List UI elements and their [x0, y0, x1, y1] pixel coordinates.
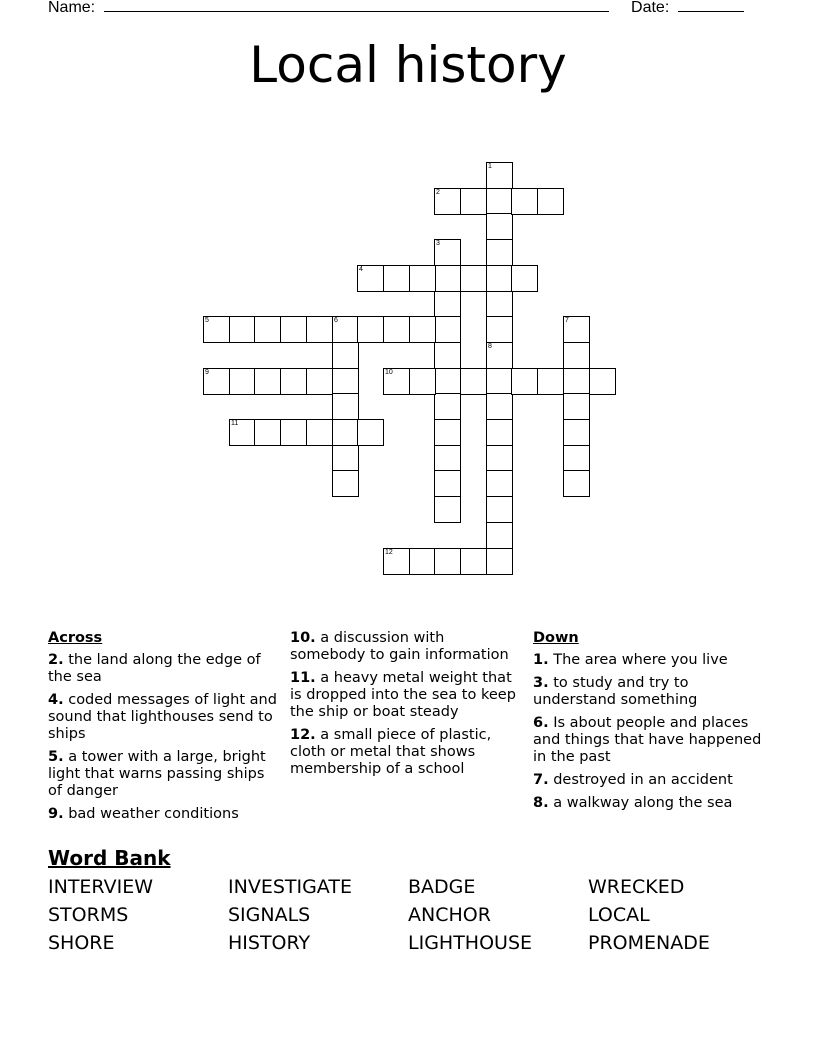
- grid-cell[interactable]: [357, 419, 384, 446]
- grid-cell[interactable]: [486, 188, 513, 215]
- clue-number: 10.: [290, 630, 316, 646]
- across-clue: [290, 630, 522, 664]
- grid-cell[interactable]: [486, 162, 513, 189]
- grid-cell[interactable]: [332, 316, 359, 343]
- grid-cell[interactable]: [434, 496, 461, 523]
- clue-number: 1.: [533, 652, 549, 668]
- grid-cell[interactable]: [306, 419, 333, 446]
- clue-text: bad weather conditions: [63, 806, 239, 822]
- grid-cell[interactable]: [332, 342, 359, 369]
- word-bank-item: PROMENADE: [588, 932, 710, 954]
- clue-text: a small piece of plastic, cloth or metal that shows membership of a school: [290, 727, 492, 777]
- clue-text: the land along the edge of the sea: [48, 652, 261, 685]
- word-bank-item: STORMS: [48, 904, 129, 926]
- across-clue: [290, 670, 522, 721]
- grid-cell[interactable]: [563, 342, 590, 369]
- grid-cell[interactable]: [383, 548, 410, 575]
- grid-cell[interactable]: [434, 265, 461, 292]
- clue-number: 1: [488, 163, 492, 170]
- down-clue: [533, 772, 765, 789]
- grid-cell[interactable]: [280, 316, 307, 343]
- clue-text: a tower with a large, bright light that warns passing ships of danger: [48, 749, 266, 799]
- grid-cell[interactable]: [409, 548, 436, 575]
- clue-number: 4: [359, 266, 363, 273]
- grid-cell[interactable]: [460, 265, 487, 292]
- grid-cell[interactable]: [254, 368, 281, 395]
- clue-number: 12: [385, 549, 393, 556]
- clue-number: 6: [334, 317, 338, 324]
- grid-cell[interactable]: [486, 316, 513, 343]
- across-clues-column-1: [48, 630, 280, 829]
- across-clue: [48, 652, 280, 686]
- grid-cell[interactable]: [229, 316, 256, 343]
- across-clue: [48, 692, 280, 743]
- grid-cell[interactable]: [563, 393, 590, 420]
- grid-cell[interactable]: [332, 470, 359, 497]
- grid-cell[interactable]: [486, 265, 513, 292]
- word-bank-item: ANCHOR: [408, 904, 491, 926]
- word-bank-item: SHORE: [48, 932, 115, 954]
- grid-cell[interactable]: [434, 470, 461, 497]
- word-bank-item: HISTORY: [228, 932, 311, 954]
- grid-cell[interactable]: [332, 445, 359, 472]
- across-clue: [48, 806, 280, 823]
- clue-number: 9: [205, 369, 209, 376]
- grid-cell[interactable]: [229, 419, 256, 446]
- grid-cell[interactable]: [383, 316, 410, 343]
- across-clue: [290, 727, 522, 778]
- clue-text: The area where you live: [548, 652, 728, 668]
- grid-cell[interactable]: [409, 368, 436, 395]
- grid-cell[interactable]: [306, 316, 333, 343]
- grid-cell[interactable]: [332, 368, 359, 395]
- grid-cell[interactable]: [434, 342, 461, 369]
- grid-cell[interactable]: [486, 239, 513, 266]
- grid-cell[interactable]: [357, 316, 384, 343]
- clue-number: 12.: [290, 727, 316, 743]
- clue-number: 8: [488, 343, 492, 350]
- clue-text: Is about people and places and things that have happened in the past: [533, 715, 762, 765]
- word-bank-title: Word Bank: [48, 846, 171, 870]
- clue-text: destroyed in an accident: [548, 772, 733, 788]
- clue-number: 3: [436, 240, 440, 247]
- grid-cell[interactable]: [332, 393, 359, 420]
- grid-cell[interactable]: [486, 368, 513, 395]
- grid-cell[interactable]: [511, 188, 538, 215]
- grid-cell[interactable]: [486, 470, 513, 497]
- grid-cell[interactable]: [229, 368, 256, 395]
- word-bank-item: BADGE: [408, 876, 476, 898]
- across-clue: [48, 749, 280, 800]
- clue-number: 6.: [533, 715, 549, 731]
- clue-number: 5.: [48, 749, 64, 765]
- across-heading: Across: [48, 630, 103, 646]
- down-clue: [533, 715, 765, 766]
- clue-number: 10: [385, 369, 393, 376]
- down-clues-column: [533, 630, 765, 818]
- down-clue: [533, 675, 765, 709]
- grid-cell[interactable]: [434, 368, 461, 395]
- grid-cell[interactable]: [511, 265, 538, 292]
- grid-cell[interactable]: [434, 445, 461, 472]
- grid-cell[interactable]: [203, 316, 230, 343]
- clue-number: 2: [436, 189, 440, 196]
- clue-number: 7: [565, 317, 569, 324]
- grid-cell[interactable]: [434, 291, 461, 318]
- grid-cell[interactable]: [589, 368, 616, 395]
- grid-cell[interactable]: [203, 368, 230, 395]
- down-clue: [533, 795, 765, 812]
- down-heading: Down: [533, 630, 579, 646]
- grid-cell[interactable]: [563, 316, 590, 343]
- word-bank-item: SIGNALS: [228, 904, 311, 926]
- date-label: Date:: [631, 0, 670, 16]
- grid-cell[interactable]: [434, 316, 461, 343]
- grid-cell[interactable]: [460, 368, 487, 395]
- clue-number: 4.: [48, 692, 64, 708]
- clue-number: 3.: [533, 675, 549, 691]
- grid-cell[interactable]: [486, 291, 513, 318]
- clue-number: 11: [231, 420, 239, 427]
- grid-cell[interactable]: [486, 548, 513, 575]
- grid-cell[interactable]: [434, 548, 461, 575]
- grid-cell[interactable]: [486, 393, 513, 420]
- grid-cell[interactable]: [486, 342, 513, 369]
- grid-cell[interactable]: [537, 188, 564, 215]
- grid-cell[interactable]: [486, 213, 513, 240]
- page-title: Local history: [249, 36, 567, 94]
- clue-text: a walkway along the sea: [548, 795, 733, 811]
- grid-cell[interactable]: [306, 368, 333, 395]
- grid-cell[interactable]: [254, 419, 281, 446]
- clue-text: a heavy metal weight that is dropped into the sea to keep the ship or boat steady: [290, 670, 516, 720]
- grid-cell[interactable]: [383, 265, 410, 292]
- grid-cell[interactable]: [434, 239, 461, 266]
- clue-text: coded messages of light and sound that lighthouses send to ships: [48, 692, 277, 742]
- grid-cell[interactable]: [357, 265, 384, 292]
- grid-cell[interactable]: [409, 265, 436, 292]
- grid-cell[interactable]: [563, 368, 590, 395]
- grid-cell[interactable]: [460, 548, 487, 575]
- grid-cell[interactable]: [434, 188, 461, 215]
- grid-cell[interactable]: [332, 419, 359, 446]
- grid-cell[interactable]: [537, 368, 564, 395]
- clue-number: 5: [205, 317, 209, 324]
- clue-text: a discussion with somebody to gain information: [290, 630, 509, 663]
- grid-cell[interactable]: [409, 316, 436, 343]
- clue-number: 8.: [533, 795, 549, 811]
- grid-cell[interactable]: [434, 419, 461, 446]
- grid-cell[interactable]: [563, 445, 590, 472]
- grid-cell[interactable]: [486, 445, 513, 472]
- grid-cell[interactable]: [486, 419, 513, 446]
- word-bank-item: LOCAL: [588, 904, 650, 926]
- clue-number: 7.: [533, 772, 549, 788]
- clue-text: to study and try to understand something: [533, 675, 698, 708]
- grid-cell[interactable]: [383, 368, 410, 395]
- grid-cell[interactable]: [434, 393, 461, 420]
- clue-number: 11.: [290, 670, 316, 686]
- grid-cell[interactable]: [486, 496, 513, 523]
- word-bank-item: WRECKED: [588, 876, 685, 898]
- clue-number: 2.: [48, 652, 64, 668]
- down-clue: [533, 652, 765, 669]
- grid-cell[interactable]: [254, 316, 281, 343]
- word-bank-item: INVESTIGATE: [228, 876, 352, 898]
- across-clues-column-2: [290, 630, 522, 784]
- grid-cell[interactable]: [460, 188, 487, 215]
- word-bank-item: LIGHTHOUSE: [408, 932, 533, 954]
- grid-cell[interactable]: [511, 368, 538, 395]
- grid-cell[interactable]: [486, 522, 513, 549]
- grid-cell[interactable]: [563, 419, 590, 446]
- grid-cell[interactable]: [280, 419, 307, 446]
- clue-number: 9.: [48, 806, 64, 822]
- name-label: Name:: [48, 0, 96, 16]
- grid-cell[interactable]: [280, 368, 307, 395]
- word-bank-item: INTERVIEW: [48, 876, 153, 898]
- grid-cell[interactable]: [563, 470, 590, 497]
